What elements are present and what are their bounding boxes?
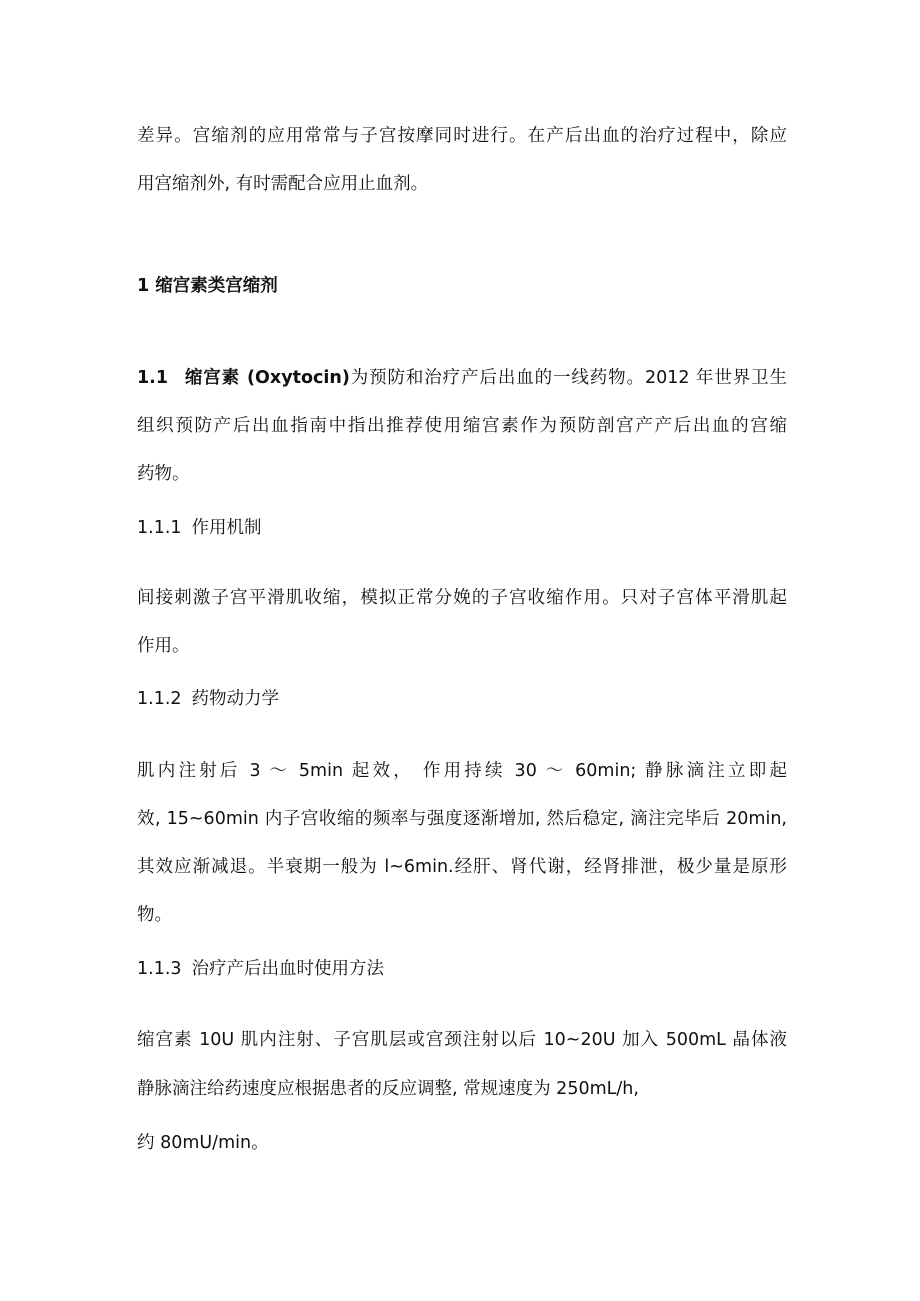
section-1-1-2-line-1: 肌内注射后 3 ～ 5min 起效， 作用持续 30 ～ 60min; 静脉滴注立即起 — [137, 761, 787, 781]
section-1-1-3-title: 治疗产后出血时使用方法 — [191, 959, 385, 979]
section-1-1-1-line-1: 间接刺激子宫平滑肌收缩，模拟正常分娩的子宫收缩作用。只对子宫体平滑肌起 — [137, 588, 787, 608]
section-1-1-1-number: 1.1.1 — [137, 518, 182, 538]
section-1-1-3-line-1: 缩宫素 10U 肌内注射、子宫肌层或宫颈注射以后 10~20U 加入 500mL 晶体液 — [137, 1030, 787, 1050]
intro-line-2: 用宫缩剂外, 有时需配合应用止血剂。 — [137, 174, 429, 194]
section-1-heading: 1 缩宫素类宫缩剂 — [137, 276, 278, 296]
section-1-1-3-line-2: 静脉滴注给药速度应根据患者的反应调整, 常规速度为 250mL/h, — [137, 1079, 639, 1099]
section-1-1-3-number: 1.1.3 — [137, 959, 182, 979]
section-1-1-number: 1.1 — [137, 368, 169, 388]
section-1-1-2-line-4: 物。 — [137, 905, 172, 925]
section-1-1-2-title: 药物动力学 — [191, 689, 280, 709]
intro-line-1: 差异。宫缩剂的应用常常与子宫按摩同时进行。在产后出血的治疗过程中，除应 — [137, 126, 787, 146]
section-1-1-3-heading — [137, 957, 787, 981]
section-1-1-1-line-2: 作用。 — [137, 636, 190, 656]
section-1-1-1-title: 作用机制 — [191, 518, 262, 538]
section-1-1-2-line-2: 效, 15~60min 内子宫收缩的频率与强度逐渐增加, 然后稳定, 滴注完毕后 20min, — [137, 809, 787, 829]
section-1-1-1-heading — [137, 516, 787, 540]
section-1-1-line-1 — [137, 366, 787, 390]
section-1-1-3-line-3: 约 80mU/min。 — [137, 1133, 269, 1153]
section-1-1-2-number: 1.1.2 — [137, 689, 182, 709]
section-1-1-text: 为预防和治疗产后出血的一线药物。2012 年世界卫生 — [349, 368, 787, 388]
section-1-1-line-2: 组织预防产后出血指南中指出推荐使用缩宫素作为预防剖宫产产后出血的宫缩 — [137, 416, 787, 436]
section-1-1-line-3: 药物。 — [137, 464, 190, 484]
section-1-1-term: 缩宫素 (Oxytocin) — [184, 368, 350, 388]
section-1-1-2-heading — [137, 687, 787, 711]
section-1-1-2-line-3: 其效应渐减退。半衰期一般为 l~6min.经肝、肾代谢，经肾排泄，极少量是原形 — [137, 857, 787, 877]
